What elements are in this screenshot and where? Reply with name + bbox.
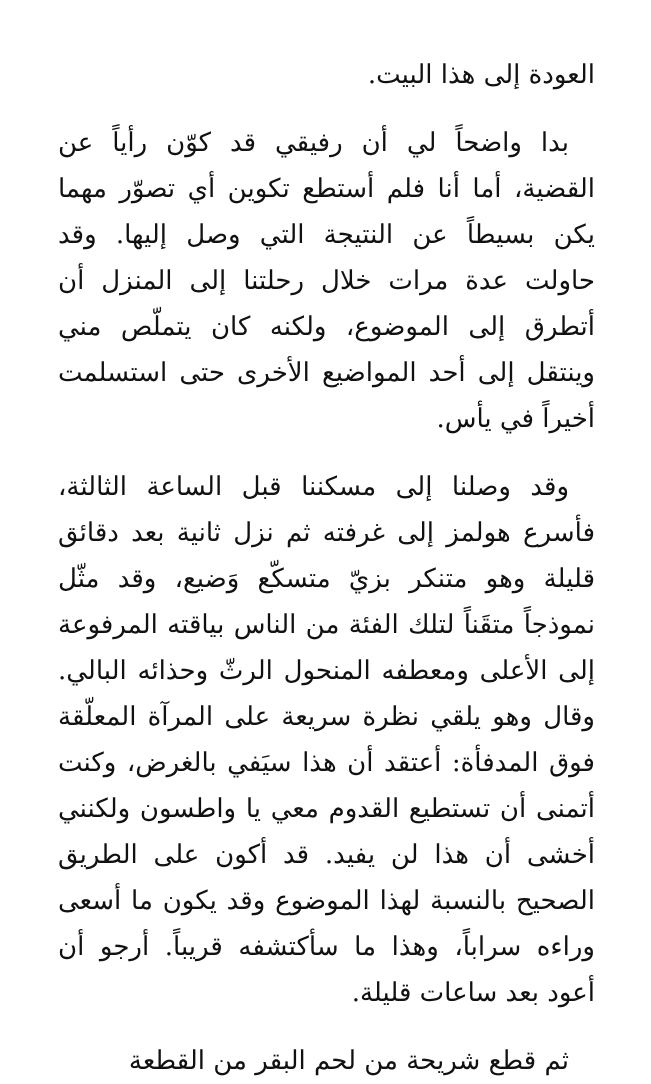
paragraph-beef-slice: ثم قطع شريحة من لحم البقر من القطعة [128,1046,569,1076]
paragraph-holmes-disguise: وقد وصلنا إلى مسكننا قبل الساعة الثالثة، فأسرع هولمز إلى غرفته ثم نزل ثانية بعد دقائق قليلة وهو متنكر بزيّ متسكّع وَضيع، وقد مثّل نموذجاً متقَناً لتلك الفئة من الناس بياقته المرفوعة إلى الأعلى ومعطفه المنحول الرثّ وحذائه البالي. وقال وهو يلقي نظرة سريعة على المرآة المعلّقة فوق المدفأة: أعتقد أن هذا سيَفي بالغرض، وكنت أتمنى أن تستطيع القدوم معي يا واطسون ولكنني أخشى أن هذا لن يفيد. قد أكون على الطريق الصحيح بالنسبة لهذا الموضوع وقد يكون ما أسعى وراءه سراباً، وهذا ما سأكتشفه قريباً. أرجو أن أعود بعد ساعات قليلة. [58,472,595,1008]
paragraph-continuation: العودة إلى هذا البيت. [367,60,595,90]
paragraph-companion-opinion: بدا واضحاً لي أن رفيقي قد كوّن رأياً عن القضية، أما أنا فلم أستطع تكوين أي تصوّر مهما يكن بسيطاً عن النتيجة التي وصل إليها. وقد حاولت عدة مرات خلال رحلتنا إلى المنزل أن أتطرق إلى الموضوع، ولكنه كان يتملّص مني وينتقل إلى أحد المواضيع الأخرى حتى استسلمت أخيراً في يأس. [58,128,595,434]
